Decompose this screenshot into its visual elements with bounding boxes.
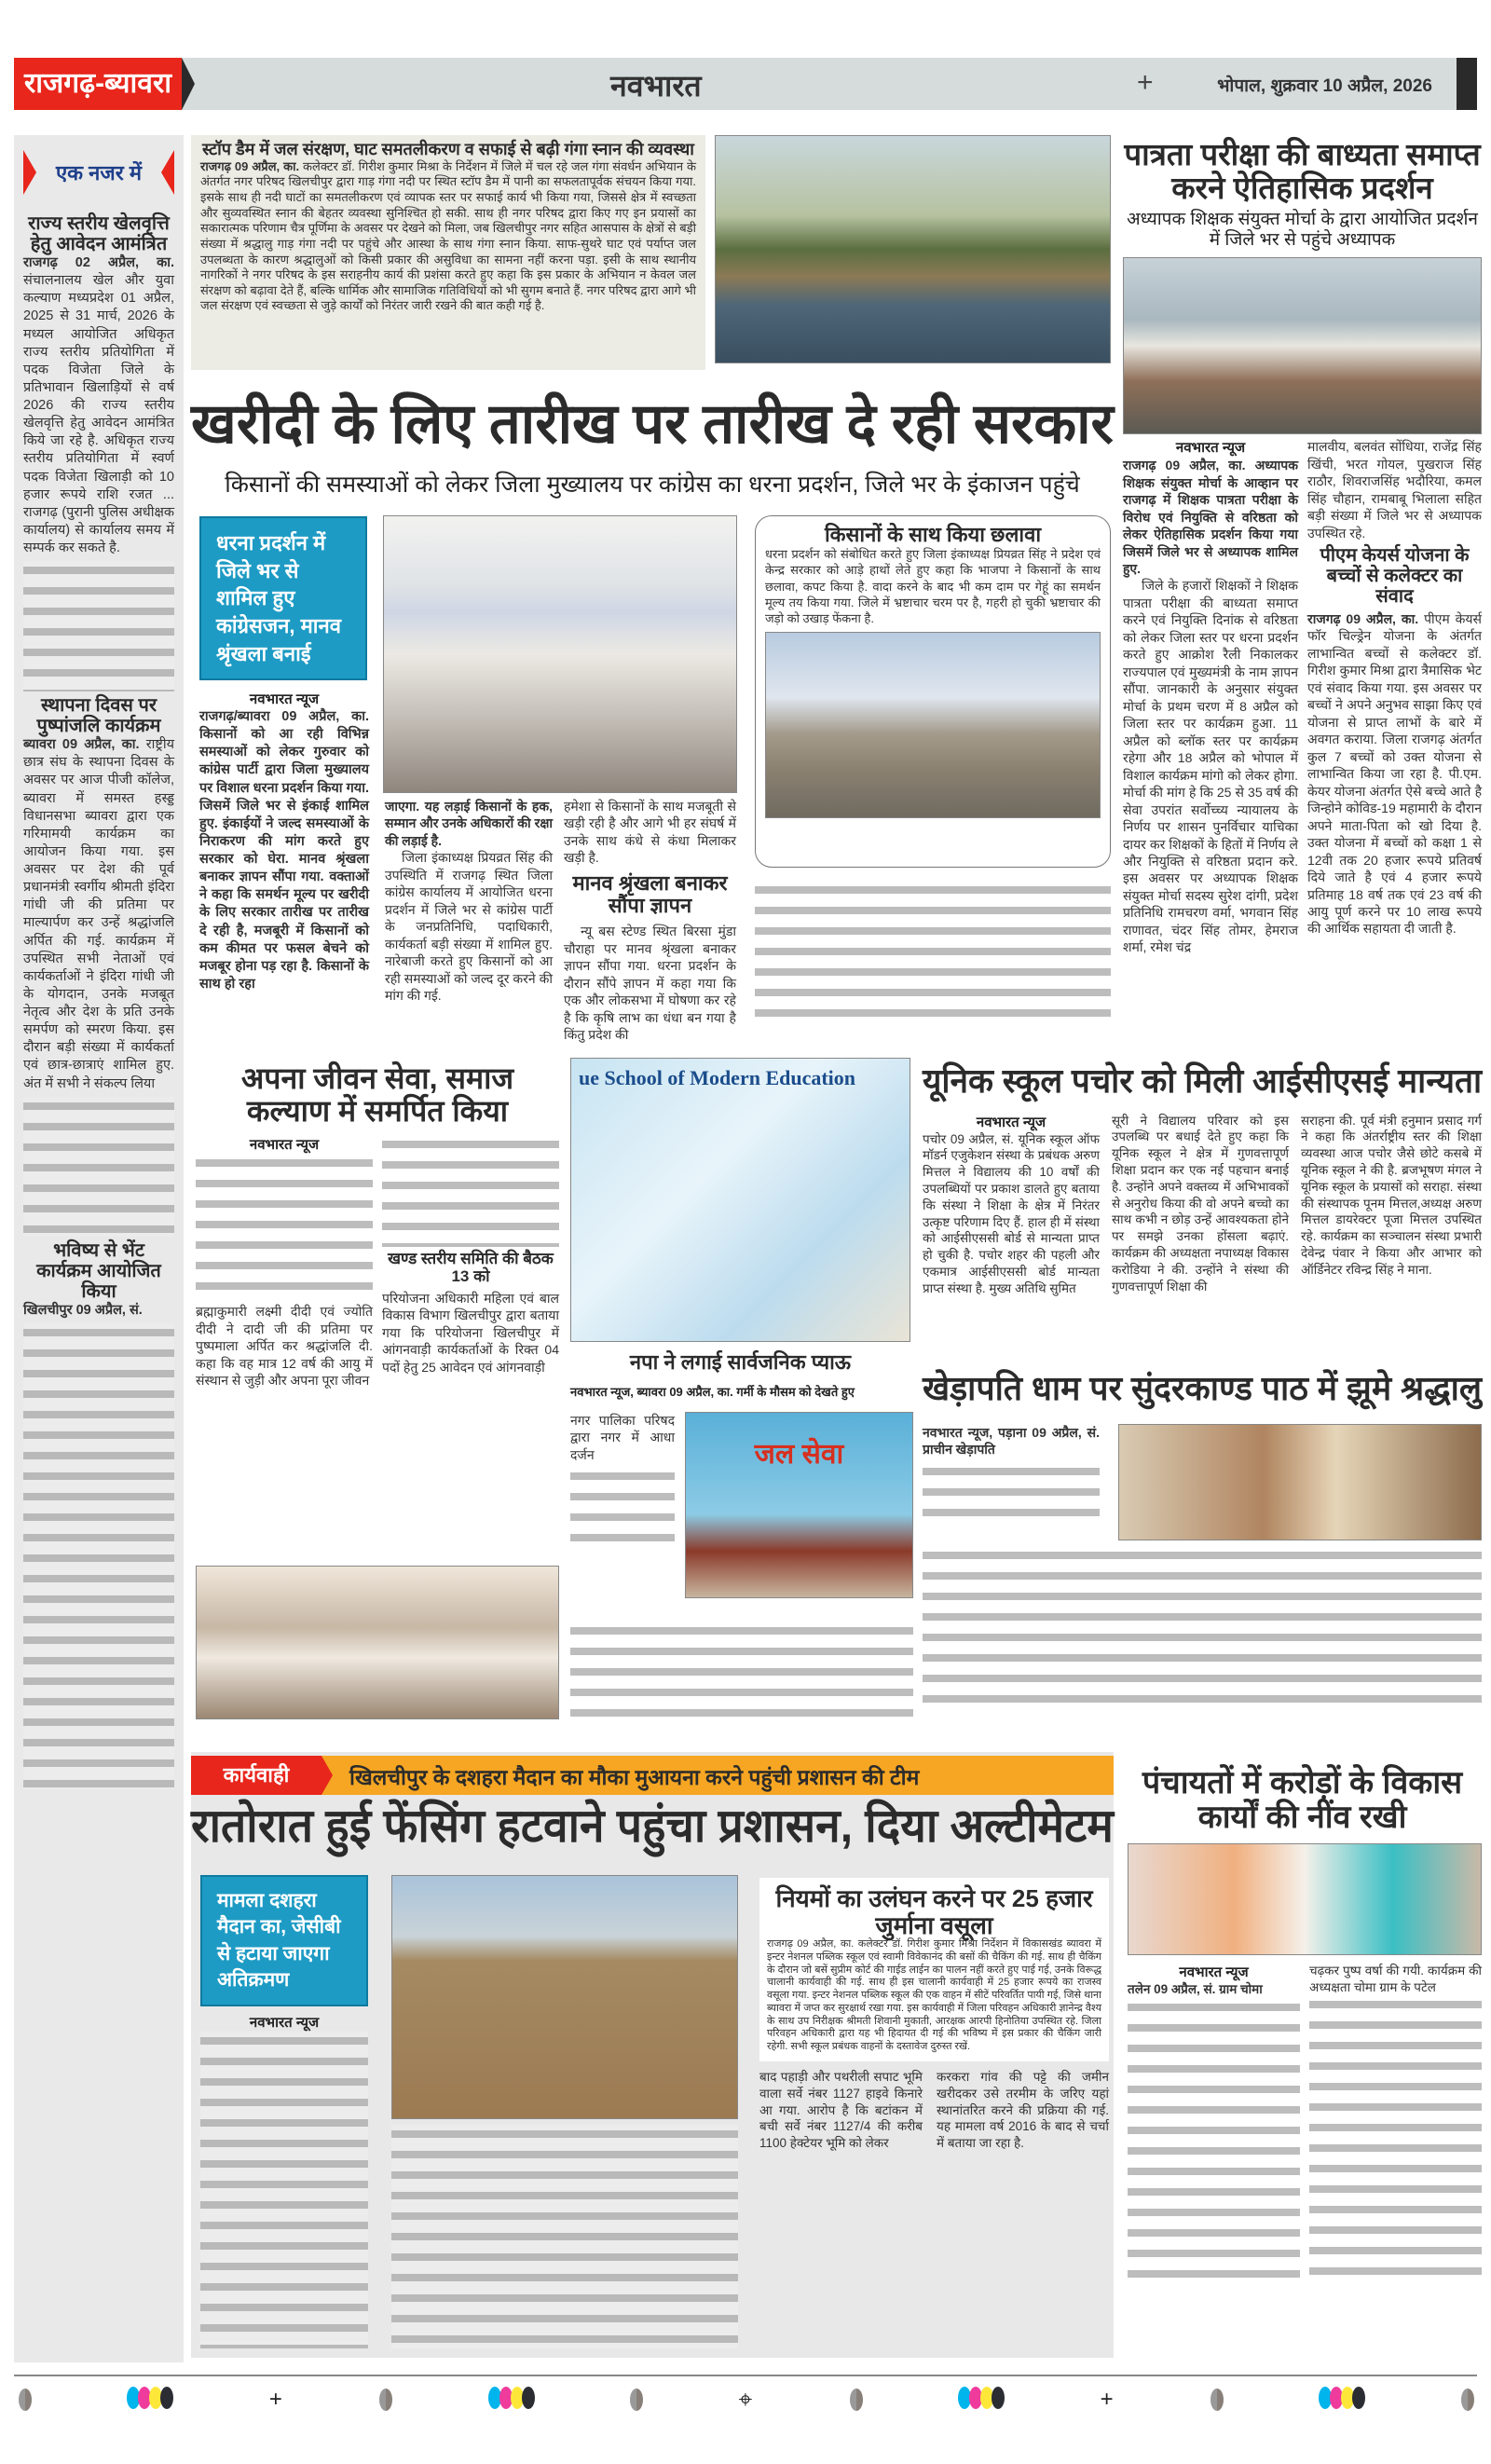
header-end-bar [1457,58,1477,110]
crosshair-mark: + [1137,67,1154,98]
dharna-photo [383,515,737,793]
panchayat-story [1123,1766,1482,2284]
piyau-text: नगर पालिका परिषद द्वारा नगर में आधा दर्जन [570,1413,675,1462]
piyau-lede: नवभारत न्यूज, ब्यावरा 09 अप्रैल, का. गर्मी के मौसम को देखते हुए [570,1385,855,1399]
tag-arrow [321,1756,333,1795]
human-chain-photo [765,632,1101,818]
cmyk-dots-icon [127,2387,171,2414]
seva-body: नवभारत न्यूज ब्रह्माकुमारी लक्ष्मी दीदी एवं ज्योति दीदी ने दादी जी की प्रतिमा पर पुष्पमाला अर्पित कर श्रद्धांजलि दी. कहा कि वह मात्र 12 वर्ष की आयु में संस्थान से जुड़ी और अपना पूरा जीवन [196,1137,373,1389]
lead-callout: धरना प्रदर्शन में जिले भर से शामिल हुए कांग्रेसजन, मानव श्रृंखला बनाई [199,516,367,680]
panchayat-col2: चढ़कर पुष्प वर्षा की गयी. कार्यक्रम की अध्यक्षता चोमा ग्राम के पटेल [1309,1963,1482,2285]
seva-story [196,1062,559,1389]
text-filler [570,1622,913,1719]
crosshair-icon: + [1100,2387,1114,2412]
teachers-photo [1123,257,1482,434]
crosshair-icon: + [268,2387,282,2412]
teachers-headline: पात्रता परीक्षा की बाध्यता समाप्त करने ऐतिहासिक प्रदर्शन [1124,137,1481,206]
action-tag: कार्यवाही [191,1756,321,1795]
panchayat-photo [1128,1843,1482,1955]
lead-col2: जाएगा. यह लड़ाई किसानों के हक, सम्मान और उनके अधिकारों की रक्षा की लड़ाई है. जिला इंकाध्यक्ष प्रियव्रत सिंह की उपस्थिति में राजगढ़ स्थित जिला कांग्रेस कार्यालय में आयोजित धरना प्रदर्शन में जिले भर से कांग्रेस पार्टी के जनप्रतिनिधि, पदाधिकारी, कार्यकर्ता बड़ी संख्या में शामिल हुए. नारेबाजी करते हुए किसानों को आ रही समस्याओं को जल्द दूर करने की मांग की गई. [385,799,553,1004]
masthead [14,58,1477,110]
lead-col1: नवभारत न्यूज राजगढ़/ब्यावरा 09 अप्रैल, का. किसानों को आ रही विभिन्न समस्याओं को लेकर गुरुवार को कांग्रेस पार्टी द्वारा जिला मुख्यालय पर विशाल धरना प्रदर्शन किया गया. जिसमें जिले भर से इंकाई शामिल हुए. इंकाईयों ने जल्द समस्याओं के निराकरण की मांग करते हुए सरकार को घेरा. मानव श्रृंखला बनाकर ज्ञापन सौंपा गया. वक्ताओं ने कहा कि समर्थन मूल्य पर खरीदी के लिए सरकार तारीख पर तारीख दे रही है, मजबूरी में किसानों को कम कीमत पर फसल बेचने को मजबूर होना पड़ रहा है. किसानों के साथ हो रहा [199,691,369,992]
teachers-story [1123,138,1482,956]
target-icon: ⌖ [738,2385,753,2413]
arrow-right-icon [23,150,36,195]
edition-arrow [182,58,195,110]
panchayat-headline: पंचायतों में करोड़ों के विकास कार्यों की नींव रखी [1142,1765,1463,1836]
action-text-b: करकरा गांव की पट्टे की जमीन खरीदकर उसे तरमीम के जरिए यहां स्थानांतरित करने की प्रक्रिया की गई. यह मामला वर्ष 2016 के बाद से चर्चा में बताया जा रहा है. [937,2069,1109,2151]
unique-school-col3: सराहना की. पूर्व मंत्री हनुमान प्रसाद गर्ग ने कहा कि अंतर्राष्ट्रीय स्तर की शिक्षा व्यवस्था आज पचोर जैसे छोटे कसबे में यूनिक स्कूल ने की है. ब्रजभूषण मंगल ने यूनिक स्कूल के प्रयासों को सराहा. संस्था की संस्थापक पूनम मित्तल,अध्यक्ष अरुण मित्तल डायरेक्टर पूजा मित्तल उपस्थित रहे. कार्यक्रम का सञ्चालन संस्था प्रभारी देवेन्द्र पंवार ने किया और आभार को ऑर्डिनेटर रविन्द्र सिंह ने माना. [1301,1113,1482,1277]
text-filler [923,1546,1482,1704]
lead-subhead: किसानों की समस्याओं को लेकर जिला मुख्यालय पर कांग्रेस का धरना प्रदर्शन, जिले भर के इंकाजन पहुंचे [225,472,1080,498]
sidebar-story: भविष्य से भेंट कार्यक्रम आयोजित किया खिलचीपुर 09 अप्रैल, सं. [23,1239,161,1318]
gray-dot-icon [1211,2389,1224,2411]
fine-story [759,1878,1109,2152]
text-filler [391,2125,738,2348]
text-filler [200,2032,368,2348]
cmyk-dots-icon [1319,2387,1363,2414]
chhalava-box: किसानों के साथ किया छलावा धरना प्रदर्शन को संबोधित करते हुए जिला इंकाध्यक्ष प्रियव्रत सिंह ने प्रदेश एवं केन्द्र सरकार को आड़े हाथों लेते हुए कहा कि भाजपा ने किसानों के साथ छलावा, कपट किया है. वादा करने के बाद भी कम दाम पर गेहूं का समर्थन मूल्य तय किया गया. जिले में भ्रष्टाचार चरम पर है, गहरी हो चुकी भ्रष्टाचार की जड़ो को उखाड़ फेंकना है. [755,515,1111,868]
seva-headline: अपना जीवन सेवा, समाज कल्याण में समर्पित किया [240,1061,514,1129]
text-filler [23,561,174,691]
text-filler [382,1135,559,1247]
action-kicker-bar [191,1756,1114,1795]
sundarkand-photo [1118,1424,1482,1540]
text-filler [1128,1998,1300,2278]
action-kicker: खिलचीपुर के दशहरा मैदान का मौका मुआयना करने पहुंची प्रशासन की टीम [349,1765,920,1789]
edition-label: राजगढ़-ब्यावरा [14,58,182,110]
cmyk-dots-icon [488,2387,533,2414]
khedapati-text: नवभारत न्यूज, पड़ाना 09 अप्रैल, सं. प्राचीन खेड़ापति [923,1424,1100,1458]
text-filler [923,1462,1100,1527]
panchayat-col1: नवभारत न्यूज तलेन 09 अप्रैल, सं. ग्राम चोमा [1128,1963,1300,2278]
cmyk-dots-icon [958,2387,1003,2414]
gray-dot-icon [19,2389,32,2411]
text-filler [196,1154,373,1303]
arrow-left-icon [161,150,174,195]
paper-name: नवभारत [610,69,702,103]
khedapati-story [923,1370,1482,1704]
unique-school-col2: सूरी ने विद्यालय परिवार को इस उपलब्धि पर बधाई देते हुए कहा कि यूनिक स्कूल ने क्षेत्र में गुणवत्तापूर्ण शिक्षा प्रदान कर एक नई पहचान बनाई है. उन्होंने अपने वक्तव्य में अभिभावकों से अनुरोध किया की वो अपने बच्चो का साथ कभी न छोड़ उन्हें आवश्यकता होने पर समझे उनका होंसला बढ़ाएं. कार्यक्रम की अध्यक्षता नपाध्यक्ष विकास करोडिया ने की. उन्होंने ने संस्था की गुणवत्तापूर्ण शिक्षा की [1112,1113,1289,1294]
sidebar-title: एक नजर में [23,150,174,195]
teachers-body: नवभारत न्यूज राजगढ़ 09 अप्रैल, का. अध्यापक शिक्षक संयुक्त मोर्चा के आव्हान पर राजगढ़ में शिक्षक पात्रता परीक्षा के विरोध एवं नियुक्ति से वरिष्ठता को लेकर ऐतिहासिक प्रदर्शन किया गया जिसमें जिले भर से अध्यापक शामिल हुए. जिले के हजारों शिक्षकों ने शिक्षक पात्रता परीक्षा की बाध्यता समाप्त करने एवं नियुक्ति दिनांक से वरिष्ठता को लेकर जिला स्तर पर धरना प्रदर्शन करते हुए आक्रोश रैली निकालकर राज्यपाल एवं मुख्यमंत्री के नाम ज्ञापन सौंपा. जानकारी के अनुसार संयुक्त मोर्चा के प्रथम चरण में 8 अप्रैल को जिला स्तर पर कार्यक्रम हुआ. 11 अप्रैल को ब्लॉक स्तर पर कार्यक्रम रहेगा और 18 अप्रैल को भोपाल में विशाल कार्यक्रम मांगो को लेकर होगा. मोर्चा की मांग हे कि 25 से 35 वर्ष की सेवा उपरांत सर्वोच्च्य न्यायालय के निर्णय पर शासन पुनर्विचार याचिका दायर कर शिक्षकों के हितों में निर्णय ले और नियुक्ति से वरिष्ठता प्रदान करे. इस अवसर पर अध्यापक शिक्षक संयुक्त मोर्चा सदस्य सुरेश दांगी, प्रदेश प्रतिनिधि रामचरण वर्मा, भगवान सिंह राणावत, चंदर सिंह तोमर, हेमराज शर्मा, रमेश चंद्र [1123,440,1298,955]
teachers-subhead: अध्यापक शिक्षक संयुक्त मोर्चा के द्वारा आयोजित प्रदर्शन में जिले भर से पहुंचे अध्यापक [1127,209,1478,251]
gray-dot-icon [379,2389,392,2411]
unique-school-headline: यूनिक स्कूल पचोर को मिली आईसीएसई मान्यता [923,1061,1483,1100]
sidebar-story: स्थापना दिवस पर पुष्पांजलि कार्यक्रम ब्यावरा 09 अप्रैल, का. राष्ट्रीय छात्र संघ के स्थापना दिवस के अवसर पर आज पीजी कॉलेज, ब्यावरा में समस्त हस्ड्ड विधानसभा ब्यावरा द्वारा एक गरिमामयी कार्यक्रम का आयोजन किया गया. इस अवसर पर देश की पूर्व प्रधानमंत्री स्वर्गीय श्रीमती इंदिरा गांधी जी की प्रतिमा पर माल्यार्पण कर उन्हें श्रद्धांजलि अर्पित की गई. कार्यक्रम में उपस्थित सभी नेताओं एवं कार्यकर्ताओं ने इंदिरा गांधी जी के योगदान, उनके मजबूत नेतृत्व और देश के प्रति उनके समर्पण को स्मरण किया. इस दौरान बड़ी संख्या में कार्यकर्ता एवं छात्र-छात्राएं शामिल हुए. अंत में सभी ने संकल्प लिया [23,695,175,1091]
dateline: भोपाल, शुक्रवार 10 अप्रैल, 2026 [1217,76,1432,96]
fine-box: नियमों का उलंघन करने पर 25 हजार जुर्माना वसूला राजगढ़ 09 अप्रैल, का. कलेक्टर डॉ. गिरीश कुमार मिश्रा निर्देशन में विकासखंड ब्यावरा में इन्टर नेशनल पब्लिक स्कूल एवं स्वामी विवेकानंद की बसों की चैकिंग की गई. साथ ही चैकिंग के दौरान जो बसें सुप्रीम कोर्ट की गाईड लाईन का पालन नहीं करते हुए पाई गई, उनके विरूद्ध चालानी कार्यवाही की गई. साथ ही इस चालानी कार्यवाही में 25 हजार रूपये का राजस्व वसूला गया. इन्टर नेशनल पब्लिक स्कूल की एक वाहन में सीटें परिवर्तित पायी गई, जिसे थाना ब्यावरा में जप्त कर सुरक्षार्थ रखा गया. इस कार्यवाही में जिला परिवहन अधिकारी ज्ञानेन्द्र वैश्य के साथ उप निरीक्षक श्रीमती शिवानी मुकाती, आरक्षक आरपी हिनोतिया उपस्थित रहे. जिला परिवहन अधिकारी द्वारा यह भी हिदायत दी गई की भविष्य में इस प्रकार की चैकिंग जारी रहेगी. सभी स्कूल प्रबंधक वाहनों के दस्तावेज दुरुस्त रखें. [759,1878,1109,2061]
piyau-headline: नपा ने लगाई सार्वजनिक प्याऊ [629,1350,852,1374]
text-filler [1309,1995,1482,2284]
sidebar-ek-nazar [14,135,184,2362]
school-photo: ue School of Modern Education [570,1058,910,1342]
block-meeting: खण्ड स्तरीय समिति की बैठक 13 को परियोजना अधिकारी महिला एवं बाल विकास विभाग खिलचीपुर द्वारा बताया गया कि परियोजना खिलचीपुर में आंगनवाड़ी कार्यकर्ताओं के रिक्त 04 पदों हेतु 25 आवेदन एवं आंगनवाड़ी [382,1135,559,1376]
action-callout: मामला दशहरा मैदान का, जेसीबी से हटाया जाएगा अतिक्रमण [200,1875,368,2006]
text-filler [570,1467,675,1541]
piyau-left [570,1412,675,1541]
teachers-body-cont: मालवीय, बलवंत सोंधिया, राजेंद्र सिंह खिंची, भरत गोयल, पुखराज सिंह राठौर, शिवराजसिंह भदौरिया, कमल सिंह चौहान, रामबाबू भिलाला सहित बड़ी संख्या में जिले भर से अध्यापक उपस्थित रहे. पीएम केयर्स योजना के बच्चों से कलेक्टर का संवाद राजगढ़ 09 अप्रैल, का. पीएम केयर्स फॉर चिल्ड्रेन योजना के अंतर्गत लाभान्वित बच्चों से कलेक्टर डॉ. गिरीश कुमार मिश्रा द्वारा त्रैमासिक भेट एवं संवाद किया गया. इस अवसर पर बच्चों ने अपने अनुभव साझा किए एवं योजना से प्राप्त लाभों के बारे में अवगत कराया. जिला राजगढ़ अंतर्गत कुल 7 बच्चों को उक्त योजना से लाभान्वित किया जा रहा है. पी.एम. केयर योजना अंतर्गत ऐसे बच्चे आते है जिन्होने कोविड-19 महामारी के दौरान अपने माता-पिता को खो दिया है. उक्त योजना में बच्चों को कक्षा 1 से 12वी तक 20 हजार रूपये प्रतिवर्ष दिये जाते है एवं 4 हजार रूपये प्रतिमाह 18 वर्ष तक एवं 23 वर्ष की आयु पूर्ण करने पर 10 लाख रूपये की आर्थिक सहायता दी जाती है. [1307,439,1483,937]
text-filler [23,1323,174,1789]
action-text-a: बाद पहाड़ी और पथरीली सपाट भूमि वाला सर्वे नंबर 1127 हाइवे किनारे आ गया. आरोप है कि बटांकन में बची सर्वे नंबर 1127/4 की करीब 1100 हेक्टेयर भूमि को लेकर [759,2069,923,2151]
stop-dam-story: स्टॉप डैम में जल संरक्षण, घाट समतलीकरण व सफाई से बढ़ी गंगा स्नान की व्यवस्था राजगढ़ 09 अप्रैल, का. कलेक्टर डॉ. गिरीश कुमार मिश्रा के निर्देशन में जिले में चल रहे जल गंगा संवर्धन अभियान के अंतर्गत नगर परिषद खिलचीपुर द्वारा गाड़ गंगा नदी पर स्थित स्टॉप डैम में पानी का सफलतापूर्वक संचयन किया गया. इसके साथ ही नदी घाटों का समतलीकरण एवं व्यापक स्तर पर सफाई कार्य भी किया गया, जिससे क्षेत्र में स्वच्छता और सुव्यवस्थित स्नान की बेहतर व्यवस्था सुनिश्चित हो सकी. साथ ही नगर परिषद द्वारा किए गए इन प्रयासों का सकारात्मक परिणाम चैत्र पूर्णिमा के अवसर पर देखने को मिला, जब खिलचीपुर नगर सहित आसपास के क्षेत्रों से बड़ी संख्या में श्रद्धालु गाड़ गंगा नदी पर पहुंचे और आस्था के साथ गंगा स्नान किया. साफ-सुथरे घाट एवं पर्याप्त जल उपलब्धता के कारण श्रद्धालुओं को किसी प्रकार की असुविधा का सामना नहीं करना पड़ा. इसी के साथ स्थानीय नागरिकों ने नगर परिषद के इस सराहनीय कार्य की प्रशंसा करते हुए कहा कि इस प्रकार के अभियान न केवल जल संरक्षण को बढ़ावा देते हैं, बल्कि धार्मिक और सामाजिक गतिविधियों को भी सुगम बनाते हैं. नगर परिषद द्वारा आगे भी जल संरक्षण एवं स्वच्छता से जुड़े कार्यों को निरंतर जारी रखने की बात कही गई है. [191,135,705,370]
registration-marks [19,2386,1472,2414]
seva-photo [196,1566,559,1719]
dussehra-ground-photo [391,1875,738,2119]
khedapati-headline: खेड़ापति धाम पर सुंदरकाण्ड पाठ में झूमे श्रद्धालु [923,1369,1482,1407]
lead-headline: खरीदी के लिए तारीख पर तारीख दे रही सरकार [191,392,1114,455]
action-headline: रातोरात हुई फेंसिंग हटवाने पहुंचा प्रशासन, दिया अल्टीमेटम [191,1800,1114,1852]
text-filler [755,881,1111,1020]
sidebar-story: राज्य स्तरीय खेलवृत्ति हेतु आवेदन आमंत्रित राजगढ़ 02 अप्रैल, का. संचालनालय खेल और युवा कल्याण मध्यप्रदेश 01 अप्रैल, 2025 से 31 मार्च, 2026 के मध्यल आयोजित अधिकृत राज्य स्तरीय प्रतियोगिता में पदक विजेता जिले के प्रतिभावान खिलाड़ियों से वर्ष 2026 की राज्य स्तरीय खेलवृत्ति हेतु आवेदन आमंत्रित किये जा रहे है. अधिकृत राज्य स्तरीय प्रतियोगिता में स्वर्ण पदक विजेता खिलाड़ी को 10 हजार रूपये राशि रजत ... राजगढ़ (पुरानी पुलिस अधीक्षक कार्यालय) से कार्यालय समय में सम्पर्क कर सकते है. [23,213,174,555]
river-photo [715,135,1111,363]
text-filler [23,1097,174,1237]
lead-col3: हमेशा से किसानों के साथ मजबूती से खड़ी रही है और आगे भी हर संघर्ष में उनके साथ कंधे से कंधा मिलाकर खड़ी है. मानव श्रृंखला बनाकर सौंपा ज्ञापन न्यू बस स्टेण्ड स्थित बिरसा मुंडा चौराहा पर मानव श्रृंखला बनाकर ज्ञापन सौंपा गया. धरना प्रदर्शन के दौरान सौंपे ज्ञापन में कहा गया कि एक और लोकसभा में घोषणा कर रहे है कि कृषि लाभ का धंधा बन गया है किंतु प्रदेश की [564,799,736,1043]
action-col1: नवभारत न्यूज [200,2013,368,2348]
gray-dot-icon [630,2389,643,2411]
page-bottom-rule [14,2375,1477,2376]
unique-school-col1: नवभारत न्यूज पचोर 09 अप्रैल, सं. यूनिक स्कूल ऑफ मॉडर्न एजुकेशन संस्था के प्रबंधक अरुण मित्तल ने विद्यालय की 10 वर्षों की उपलब्धियों पर प्रकाश डालते हुए बताया कि संस्था ने शिक्षा के क्षेत्र में निरंतर उत्कृष्ट परिणाम दिए हैं. हाल ही में संस्था को आईसीएससी बोर्ड से मान्यता प्राप्त हो चुकी है. पचोर शहर की पहली और एकमात्र आईसीएससी बोर्ड मान्यता प्राप्त संस्था है. मुख्य अतिथि सुमित [923,1114,1100,1295]
gray-dot-icon [850,2389,863,2411]
gray-dot-icon [1461,2389,1474,2411]
jal-seva-photo: जल सेवा [685,1412,913,1598]
unique-school-story [923,1062,1482,1297]
